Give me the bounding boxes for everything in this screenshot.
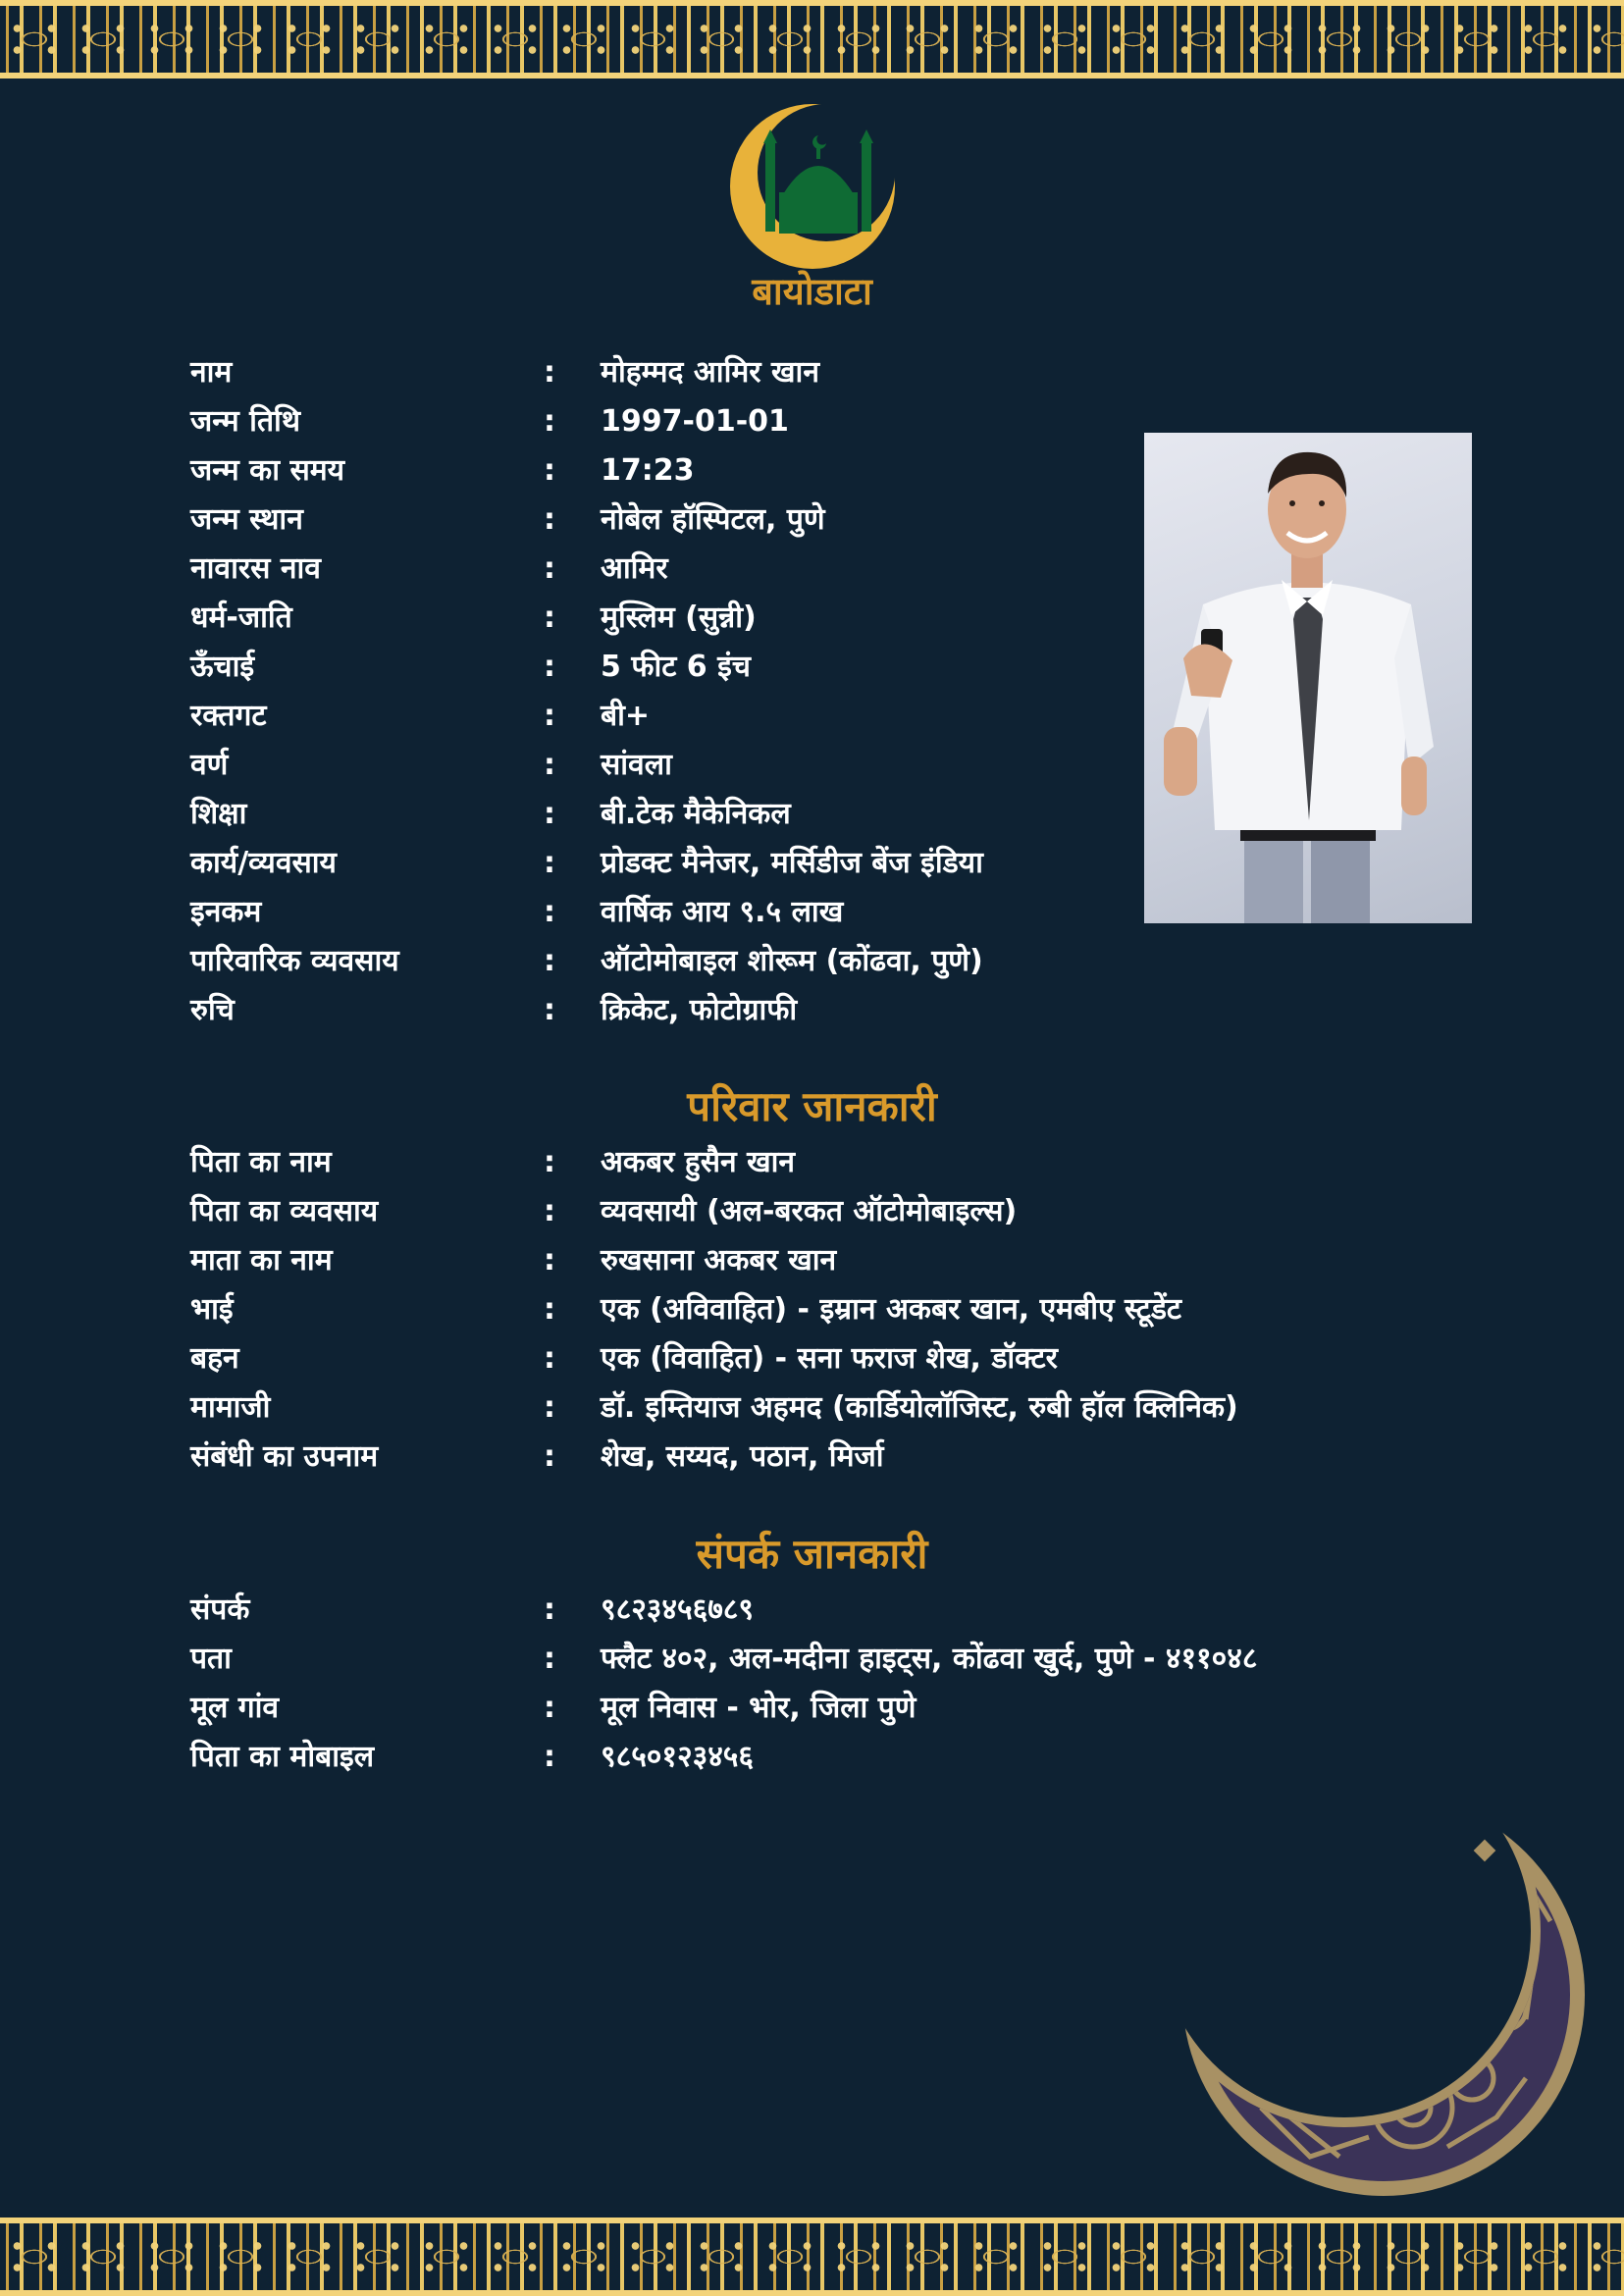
row-colon: : [544, 748, 555, 782]
row-value: ९८२३४५६७८९ [601, 1592, 754, 1627]
row-value: फ्लैट ४०२, अल-मदीना हाइट्स, कोंढवा खुर्द, पुणे - ४११०४८ [601, 1642, 1258, 1676]
row-label: बहन [190, 1341, 239, 1376]
row-label: रक्तगट [190, 699, 267, 733]
row-colon: : [544, 1439, 555, 1474]
row-colon: : [544, 895, 555, 929]
row-colon: : [544, 600, 555, 635]
row-value: अकबर हुसैन खान [601, 1145, 796, 1179]
row-label: शिक्षा [190, 797, 247, 831]
detail-row [190, 348, 1368, 397]
row-colon: : [544, 1341, 555, 1376]
row-label: भाई [190, 1292, 234, 1327]
row-colon: : [544, 1194, 555, 1228]
row-colon: : [544, 944, 555, 978]
row-label: धर्म-जाति [190, 600, 292, 635]
biodata-title: बायोडाटा [752, 270, 872, 313]
detail-row [190, 1187, 1368, 1236]
row-value: एक (विवाहित) - सना फराज शेख, डॉक्टर [601, 1341, 1058, 1376]
detail-row [190, 1236, 1368, 1285]
row-label: पिता का व्यवसाय [190, 1194, 379, 1228]
row-colon: : [544, 797, 555, 831]
row-colon: : [544, 1691, 555, 1725]
row-colon: : [544, 993, 555, 1027]
detail-row [190, 1635, 1368, 1684]
row-label: पता [190, 1642, 232, 1676]
detail-row [190, 937, 1368, 986]
row-label: मामाजी [190, 1390, 271, 1425]
row-value: रुखसाना अकबर खान [601, 1243, 837, 1278]
row-colon: : [544, 846, 555, 880]
row-label: मूल गांव [190, 1691, 280, 1725]
contact-section-heading: संपर्क जानकारी [696, 1530, 928, 1578]
row-value: एक (अविवाहित) - इम्रान अकबर खान, एमबीए स्टूडेंट [601, 1292, 1182, 1327]
row-label: इनकम [190, 895, 262, 929]
row-label: ऊँचाई [190, 650, 255, 684]
row-value: बी+ [601, 699, 651, 733]
row-label: पारिवारिक व्यवसाय [190, 944, 399, 978]
row-colon: : [544, 1243, 555, 1278]
person-illustration-icon [1144, 433, 1472, 923]
row-value: नोबेल हॉस्पिटल, पुणे [601, 502, 825, 537]
row-label: संपर्क [190, 1592, 250, 1627]
row-value: बी.टेक मैकेनिकल [601, 797, 791, 831]
row-colon: : [544, 650, 555, 684]
row-label: वर्ण [190, 748, 229, 782]
profile-photo [1144, 433, 1472, 923]
row-value: ९८५०१२३४५६ [601, 1740, 754, 1774]
row-colon: : [544, 1390, 555, 1425]
row-label: संबंधी का उपनाम [190, 1439, 379, 1474]
detail-row [190, 1733, 1368, 1782]
row-value: मूल निवास - भोर, जिला पुणे [601, 1691, 917, 1725]
row-label: पिता का नाम [190, 1145, 332, 1179]
detail-row [190, 986, 1368, 1035]
detail-row [190, 1334, 1368, 1383]
row-colon: : [544, 355, 555, 390]
row-colon: : [544, 1292, 555, 1327]
detail-row [190, 1285, 1368, 1334]
detail-row [190, 1138, 1368, 1187]
row-value: व्यवसायी (अल-बरकत ऑटोमोबाइल्स) [601, 1194, 1018, 1228]
row-colon: : [544, 1740, 555, 1774]
row-label: जन्म तिथि [190, 404, 300, 439]
row-label: जन्म का समय [190, 453, 345, 488]
row-value: प्रोडक्ट मैनेजर, मर्सिडीज बेंज इंडिया [601, 846, 983, 880]
row-label: माता का नाम [190, 1243, 333, 1278]
detail-row [190, 1684, 1368, 1733]
row-colon: : [544, 551, 555, 586]
row-colon: : [544, 404, 555, 439]
row-label: पिता का मोबाइल [190, 1740, 375, 1774]
ornamental-crescent-icon [1173, 1784, 1585, 2196]
row-colon: : [544, 1642, 555, 1676]
row-colon: : [544, 699, 555, 733]
row-label: नाम [190, 355, 233, 390]
row-label: जन्म स्थान [190, 502, 303, 537]
row-colon: : [544, 453, 555, 488]
detail-row [190, 1433, 1368, 1482]
row-value: मुस्लिम (सुन्नी) [601, 600, 757, 635]
row-value: ऑटोमोबाइल शोरूम (कोंढवा, पुणे) [601, 944, 983, 978]
row-colon: : [544, 1145, 555, 1179]
row-value: क्रिकेट, फोटोग्राफी [601, 993, 798, 1027]
family-section-heading: परिवार जानकारी [687, 1082, 937, 1130]
row-label: नावारस नाव [190, 551, 321, 586]
row-value: 5 फीट 6 इंच [601, 650, 751, 684]
detail-row [190, 1586, 1368, 1635]
row-label: रुचि [190, 993, 235, 1027]
crescent-mosque-icon [728, 102, 897, 271]
row-value: डॉ. इम्तियाज अहमद (कार्डियोलॉजिस्ट, रुबी हॉल क्लिनिक) [601, 1390, 1238, 1425]
row-label: कार्य/व्यवसाय [190, 846, 337, 880]
bottom-ornamental-border [0, 2218, 1624, 2296]
row-value: आमिर [601, 551, 668, 586]
row-value: 17:23 [601, 453, 695, 488]
row-value: शेख, सय्यद, पठान, मिर्जा [601, 1439, 884, 1474]
row-value: वार्षिक आय ९.५ लाख [601, 895, 844, 929]
row-colon: : [544, 502, 555, 537]
row-value: 1997-01-01 [601, 404, 789, 439]
top-ornamental-border [0, 0, 1624, 78]
row-value: सांवला [601, 748, 672, 782]
detail-row [190, 1383, 1368, 1433]
row-colon: : [544, 1592, 555, 1627]
row-value: मोहम्मद आमिर खान [601, 355, 819, 390]
